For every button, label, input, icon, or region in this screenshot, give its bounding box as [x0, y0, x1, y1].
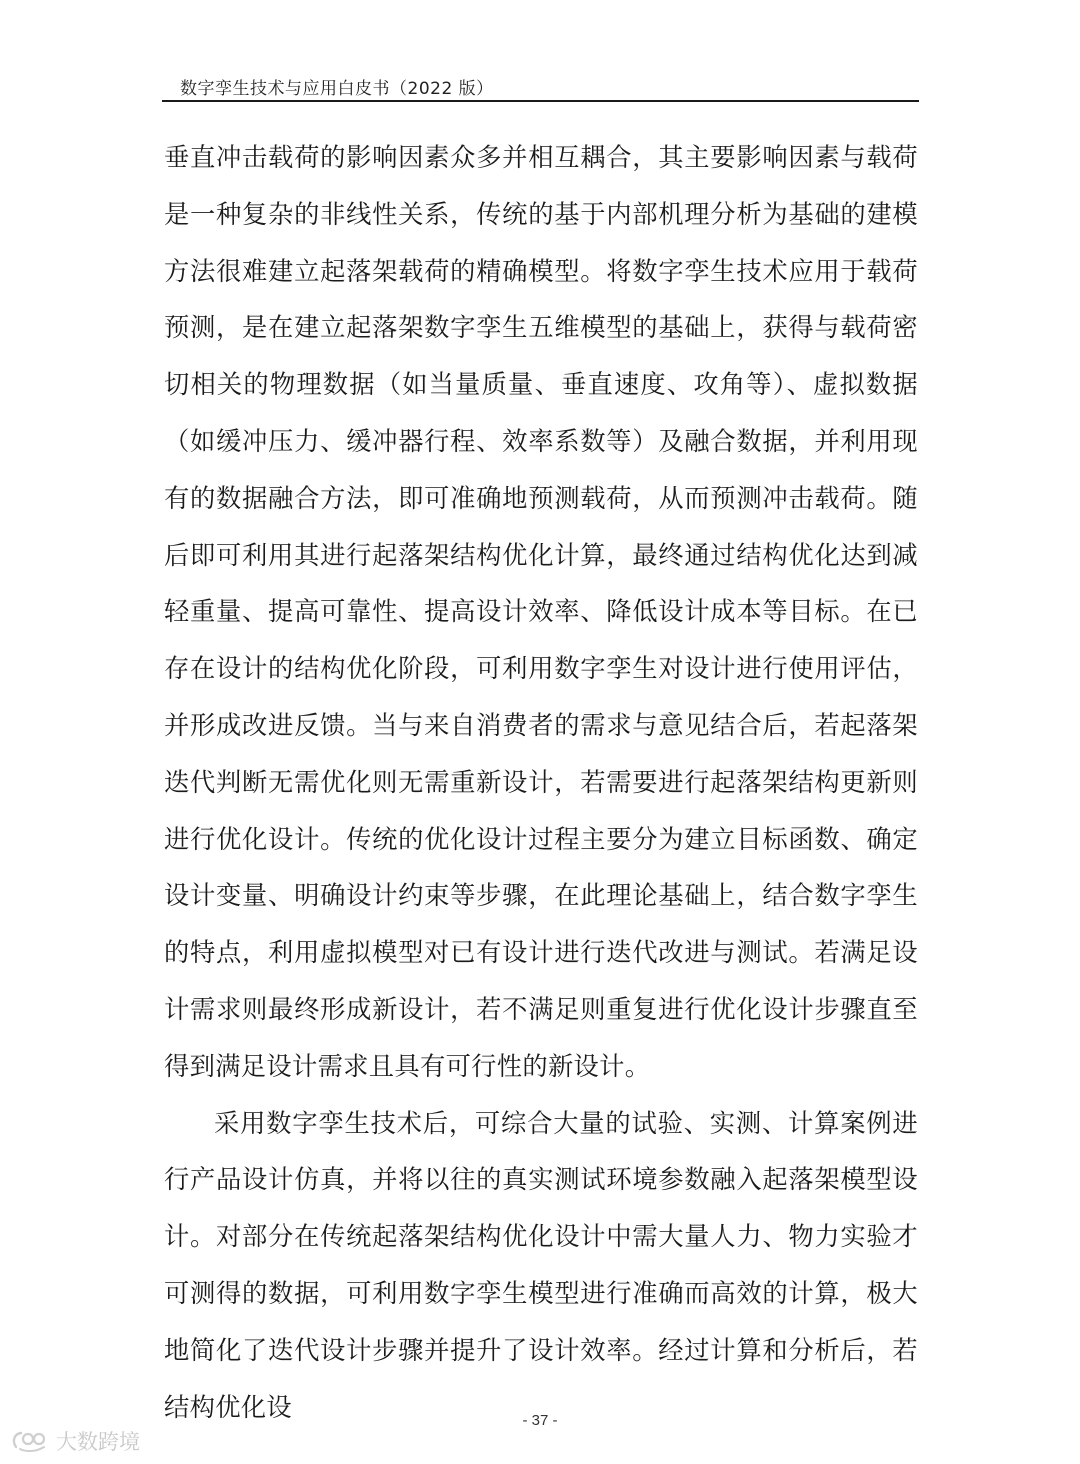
watermark	[10, 1426, 140, 1456]
watermark-text: 大数跨境	[56, 1430, 140, 1454]
page-number: - 37 -	[522, 1412, 558, 1429]
paragraph-1: 垂直冲击载荷的影响因素众多并相互耦合，其主要影响因素与载荷是一种复杂的非线性关系，传统的基于内部机理分析为基础的建模方法很难建立起落架载荷的精确模型。将数字孪生技术应用于载荷预测，是在建立起落架数字孪生五维模型的基础上，获得与载荷密切相关的物理数据（如当量质量、垂直速度、攻角等）、虚拟数据（如缓冲压力、缓冲器行程、效率系数等）及融合数据，并利用现有的数据融合方法，即可准确地预测载荷，从而预测冲击载荷。随后即可利用其进行起落架结构优化计算，最终通过结构优化达到减轻重量、提高可靠性、提高设计效率、降低设计成本等目标。在已存在设计的结构优化阶段，可利用数字孪生对设计进行使用评估，并形成改进反馈。当与来自消费者的需求与意见结合后，若起落架迭代判断无需优化则无需重新设计，若需要进行起落架结构更新则进行优化设计。传统的优化设计过程主要分为建立目标函数、确定设计变量、明确设计约束等步骤，在此理论基础上，结合数字孪生的特点，利用虚拟模型对已有设计进行迭代改进与测试。若满足设计需求则最终形成新设计，若不满足则重复进行优化设计步骤直至得到满足设计需求且具有可行性的新设计。	[164, 143, 918, 1081]
running-header-title: 数字孪生技术与应用白皮书（2022 版）	[180, 79, 494, 99]
body-text	[164, 130, 918, 1436]
paragraph-2: 采用数字孪生技术后，可综合大量的试验、实测、计算案例进行产品设计仿真，并将以往的真实测试环境参数融入起落架模型设计。对部分在传统起落架结构优化设计中需大量人力、物力实验才可测得的数据，可利用数字孪生模型进行准确而高效的计算，极大地简化了迭代设计步骤并提升了设计效率。经过计算和分析后，若结构优化设	[164, 1108, 918, 1422]
header-divider	[162, 100, 919, 102]
brand-logo-icon	[10, 1429, 50, 1453]
